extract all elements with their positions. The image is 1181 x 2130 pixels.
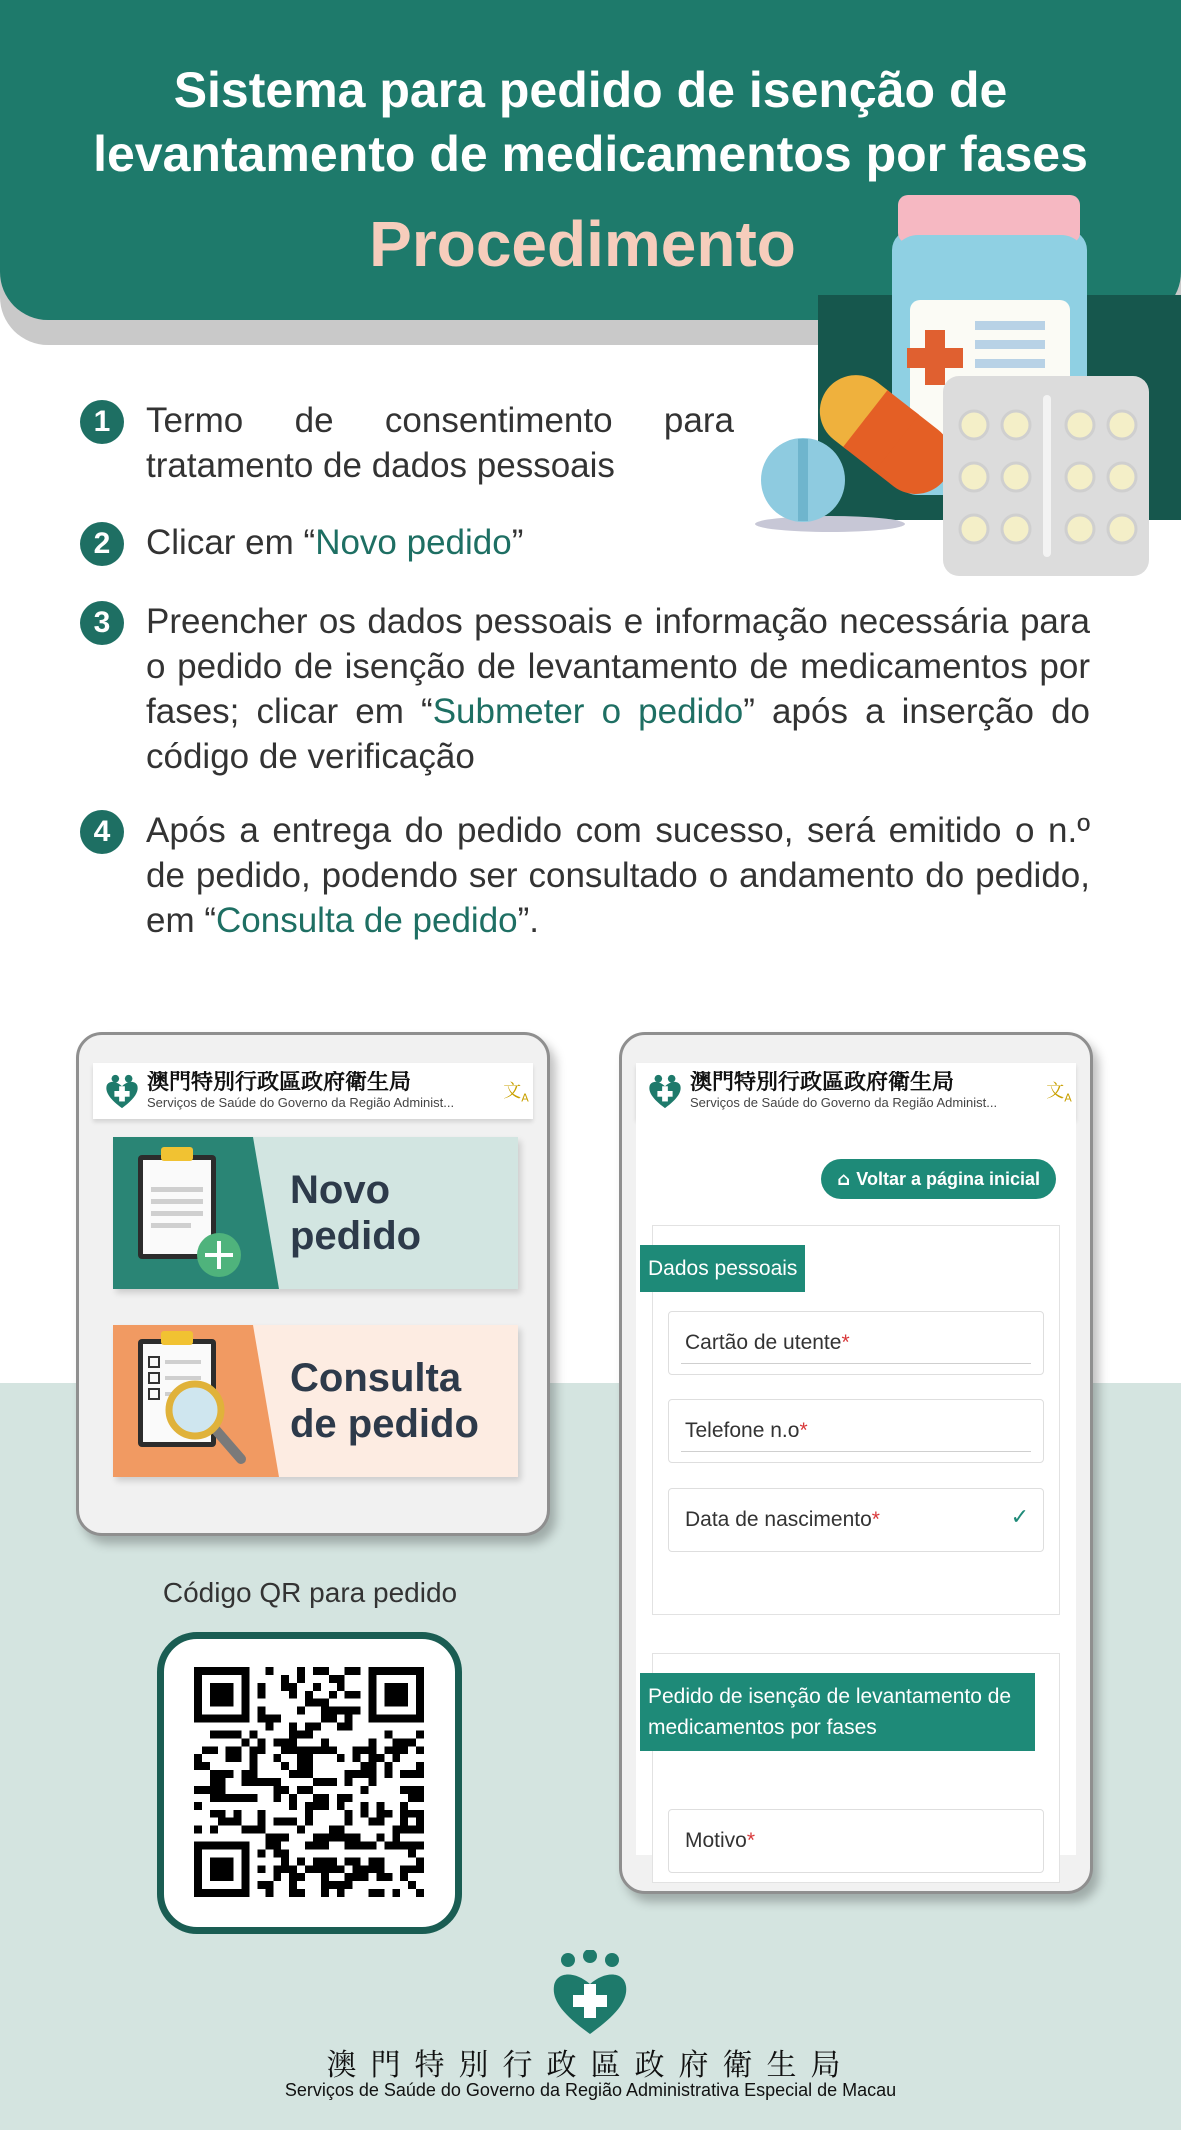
step-text-part: Após a entrega do pedido com sucesso, será emitido o n.º de pedido, podendo ser consultado o andamento do pedido, em “: [146, 811, 1090, 940]
home-icon: ⌂: [837, 1168, 851, 1190]
page-title: [0, 58, 1181, 186]
required-mark: *: [799, 1419, 808, 1442]
step-text: [146, 599, 1090, 779]
required-mark: *: [871, 1508, 880, 1531]
check-icon: ✓: [1010, 1505, 1029, 1530]
phone-home-screen: [76, 1032, 550, 1536]
clipboard-add-icon: [113, 1137, 283, 1289]
app-name-pt: Serviços de Saúde do Governo da Região Administ...: [690, 1095, 998, 1110]
field-label: Motivo: [685, 1829, 747, 1852]
query-request-label: Consulta de pedido: [290, 1356, 479, 1446]
step-text: [146, 520, 523, 565]
step-text-part: Preencher os dados pessoais e informação necessária para o pedido de isenção de levantamento de medicamentos por fases; clicar em “: [146, 602, 1090, 731]
page-subtitle: Procedimento: [369, 208, 796, 280]
app-name-cn: 澳門特別行政區政府衛生局: [690, 1071, 955, 1095]
step-highlight: Consulta de pedido: [216, 901, 518, 940]
step-4: [80, 808, 1090, 943]
query-request-card[interactable]: [113, 1325, 518, 1477]
step-highlight: Novo pedido: [315, 523, 512, 562]
step-text-part: ” após a inserção do código de verificação: [146, 692, 1090, 776]
clipboard-search-icon: [113, 1325, 283, 1477]
section-request: Pedido de isenção de levantamento de medicamentos por fases: [640, 1673, 1035, 1751]
step-text: [146, 808, 1090, 943]
qr-caption: Código QR para pedido: [162, 1577, 458, 1608]
step-text-part: Clicar em “: [146, 523, 316, 562]
required-mark: *: [746, 1829, 756, 1852]
step-number: 3: [80, 601, 124, 645]
title-line-2: levantamento de medicamentos por fases: [93, 126, 1088, 182]
reason-field[interactable]: [668, 1809, 1044, 1873]
footer-name-cn: 澳門特別行政區政府衛生局: [326, 2048, 855, 2083]
section-personal-data: Dados pessoais: [640, 1245, 805, 1292]
step-2: [80, 520, 1090, 566]
translate-icon[interactable]: 文$_A$: [503, 1081, 529, 1105]
new-request-label: Novo pedido: [290, 1168, 422, 1258]
qr-code-frame: [157, 1632, 462, 1934]
field-label: Cartão de utente: [685, 1331, 842, 1354]
app-header-bar: [636, 1063, 1076, 1119]
step-highlight: Submeter o pedido: [432, 692, 744, 731]
birth-date-field[interactable]: [668, 1488, 1044, 1552]
new-request-card[interactable]: [113, 1137, 518, 1289]
app-header-bar: [93, 1063, 533, 1119]
health-bureau-logo-icon: [103, 1072, 141, 1110]
required-mark: *: [841, 1331, 850, 1354]
step-3: [80, 599, 1090, 779]
step-text-part: ”: [511, 523, 524, 562]
step-text: Termo de consentimento para tratamento de dados pessoais: [146, 401, 734, 485]
phone-number-field[interactable]: [668, 1399, 1044, 1463]
health-bureau-logo-icon: [646, 1072, 684, 1110]
footer-name-pt: Serviços de Saúde do Governo da Região Administrativa Especial de Macau: [284, 2080, 897, 2100]
step-text-part: ”.: [517, 901, 540, 940]
step-number: 2: [80, 522, 124, 566]
field-label: Telefone n.o: [685, 1419, 800, 1442]
step-number: 1: [80, 400, 124, 444]
phone-form-screen: [619, 1032, 1093, 1894]
app-name-cn: 澳門特別行政區政府衛生局: [147, 1071, 412, 1095]
health-bureau-footer-logo: [548, 1950, 632, 2036]
field-label: Data de nascimento: [685, 1508, 872, 1531]
step-number: 4: [80, 810, 124, 854]
title-line-1: Sistema para pedido de isenção de: [173, 62, 1008, 118]
back-home-button[interactable]: [821, 1159, 1056, 1199]
step-1: [80, 398, 734, 488]
app-name-pt: Serviços de Saúde do Governo da Região Administ...: [147, 1095, 455, 1110]
qr-code[interactable]: [194, 1667, 424, 1897]
health-card-field[interactable]: [668, 1311, 1044, 1375]
back-home-label: Voltar a página inicial: [856, 1168, 1040, 1189]
translate-icon[interactable]: 文$_A$: [1046, 1081, 1072, 1105]
